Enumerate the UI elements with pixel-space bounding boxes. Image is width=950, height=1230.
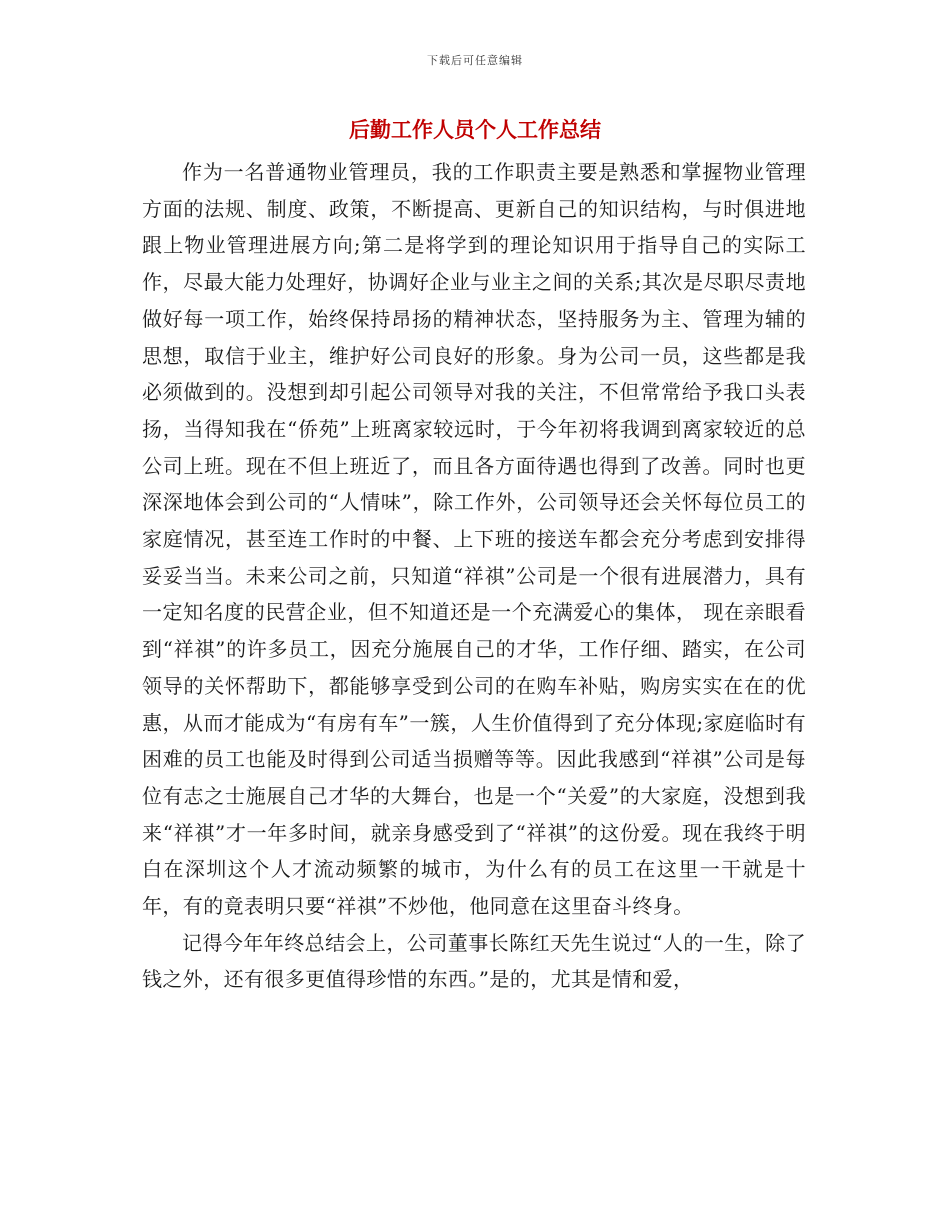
document-body	[142, 154, 806, 998]
paragraph: 记得今年年终总结会上，公司董事长陈红天先生说过“人的一生，除了钱之外，还有很多更值得珍惜的东西。”是的，尤其是情和爱，	[142, 930, 806, 992]
page-header: 下载后可任意编辑	[427, 54, 523, 67]
paragraph: 作为一名普通物业管理员，我的工作职责主要是熟悉和掌握物业管理方面的法规、制度、政策，不断提高、更新自己的知识结构，与时俱进地跟上物业管理进展方向;第二是将学到的理论知识用于指导自己的实际工作，尽最大能力处理好，协调好企业与业主之间的关系;其次是尽职尽责地做好每一项工作，始终保持昂扬的精神状态，坚持服务为主、管理为辅的思想，取信于业主，维护好公司良好的形象。身为公司一员，这些都是我必须做到的。没想到却引起公司领导对我的关注，不但常常给予我口头表扬，当得知我在“侨苑”上班离家较远时，于今年初将我调到离家较近的总公司上班。现在不但上班近了，而且各方面待遇也得到了改善。同时也更深深地体会到公司的“人情味”，除工作外，公司领导还会关怀每位员工的家庭情况，甚至连工作时的中餐、上下班的接送车都会充分考虑到安排得妥妥当当。未来公司之前，只知道“祥祺”公司是一个很有进展潜力，具有一定知名度的民营企业，但不知道还是一个充满爱心的集体， 现在亲眼看到“祥祺”的许多员工，因充分施展自己的才华，工作仔细、踏实，在公司领导的关怀帮助下，都能够享受到公司的在购车补贴，购房实实在在的优惠，从而才能成为“有房有车”一簇，人生价值得到了充分体现;家庭临时有困难的员工也能及时得到公司适当损赠等等。因此我感到“祥祺”公司是每位有志之士施展自己才华的大舞台，也是一个“关爱”的大家庭，没想到我来“祥祺”才一年多时间，就亲身感受到了“祥祺”的这份爱。现在我终于明白在深圳这个人才流动频繁的城市，为什么有的员工在这里一干就是十年，有的竟表明只要“祥祺”不炒他，他同意在这里奋斗终身。	[142, 160, 806, 919]
document-title: 后勤工作人员个人工作总结	[349, 118, 601, 142]
